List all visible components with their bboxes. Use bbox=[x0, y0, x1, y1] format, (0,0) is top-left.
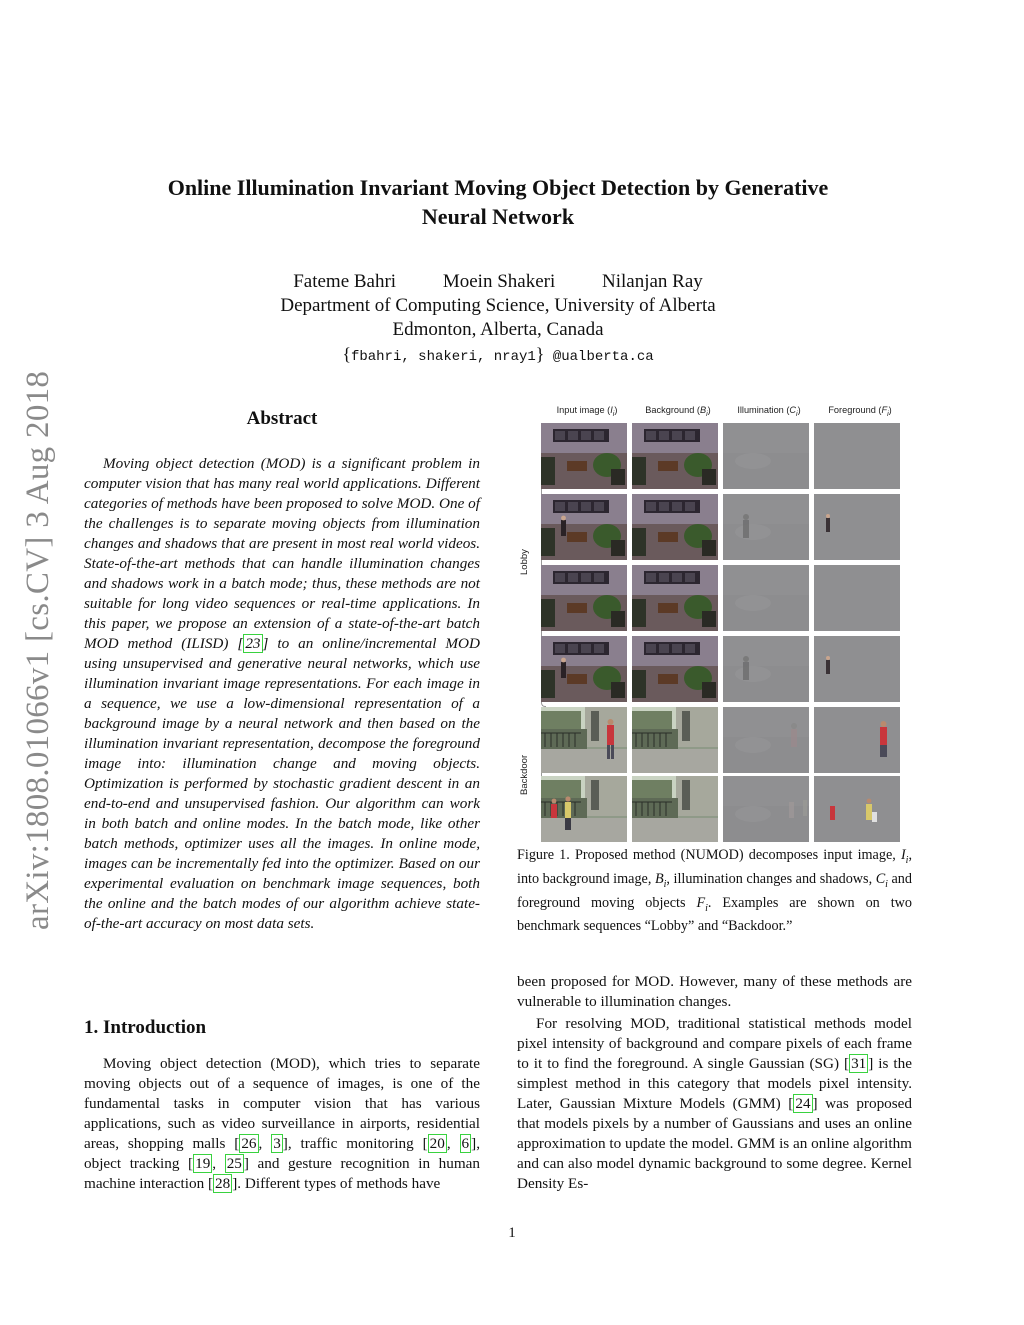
author-3: Nilanjan Ray bbox=[602, 271, 703, 292]
figure-caption: Figure 1. Proposed method (NUMOD) decomposes input image, $I_i$, into background image, $B_i$, illumination changes and shadows, $C_i$ and foreground moving objects $F_i$. Examples are shown on two benchmark sequences “Lobby” and “Backdoor.” bbox=[517, 847, 912, 935]
paper-title: Online Illumination Invariant Moving Object Detection by Generative Neural Network bbox=[167, 175, 829, 229]
row-label-lobby: Lobby bbox=[519, 549, 530, 575]
figure-cell-foreground bbox=[814, 494, 900, 560]
figure-cell-input bbox=[541, 636, 627, 702]
figure-cell-foreground bbox=[814, 565, 900, 631]
author-1: Fateme Bahri bbox=[293, 271, 397, 292]
intro-heading: 1. Introduction bbox=[84, 1017, 207, 1038]
figure-cell-foreground bbox=[814, 636, 900, 702]
figure-cell-background bbox=[632, 423, 718, 489]
right-paragraph-1: been proposed for MOD. However, many of these methods are vulnerable to illumination changes. bbox=[517, 973, 912, 1010]
col-header-background: Background $(B_i)$ bbox=[645, 405, 711, 418]
figure-cell-background bbox=[632, 707, 718, 773]
figure-cell-background bbox=[632, 776, 718, 842]
email-users: fbahri, shakeri, nray1 bbox=[350, 349, 536, 365]
figure-cell-input bbox=[541, 494, 627, 560]
figure-cell-illumination bbox=[723, 776, 809, 842]
figure-cell-illumination bbox=[723, 423, 809, 489]
figure-cell-foreground bbox=[814, 776, 900, 842]
right-column-text bbox=[517, 972, 912, 1196]
row-label-backdoor: Backdoor bbox=[519, 754, 530, 795]
arxiv-stamp[interactable]: arXiv:1808.01066v1 [cs.CV] 3 Aug 2018 bbox=[20, 370, 56, 930]
figure-cell-illumination bbox=[723, 707, 809, 773]
abstract-text: Moving object detection (MOD) is a significant problem in computer vision that has many real world applications. Different categories of methods have been proposed to solve MOD. One of the challenges is to separate moving objects from illumination changes and shadows that are present in most real world videos. State-of-the-art methods that can handle illumination changes and shadows work in a batch mode; thus, these methods are not suitable for long video sequences or real-time applications. In this paper, we propose an extension of a state-of-the-art batch MOD method (ILISD) [ 23 ] to an online/incremental MOD using unsupervised and generative neural networks, which use illumination invariant image representations. For each image in a sequence, we use a low-dimensional representation of a background image by a neural network and then based on the illumination invariant representation, decompose the foreground image into: illumination change and moving objects. Optimization is performed by stochastic gradient descent in an end-to-end and unsupervised fashion. Our algorithm can work in both batch and online modes. In the batch mode, like other batch methods, optimizer uses all the images. In online mode, images can be incrementally fed into the optimizer. Based on our experimental evaluation on benchmark image sequences, both the online and the batch modes of our algorithm achieve state-of-the-art accuracy on most data sets. bbox=[84, 455, 480, 932]
abstract-heading: Abstract bbox=[246, 408, 318, 429]
page-number: 1 bbox=[508, 1225, 516, 1241]
figure-cell-input bbox=[541, 423, 627, 489]
col-header-foreground: Foreground $(F_i)$ bbox=[828, 405, 892, 418]
figure-cell-illumination bbox=[723, 565, 809, 631]
figure-cell-background bbox=[632, 494, 718, 560]
author-block bbox=[150, 270, 846, 342]
figure-1 bbox=[517, 405, 912, 841]
author-2: Moein Shakeri bbox=[442, 271, 556, 292]
figure-cell-input bbox=[541, 776, 627, 842]
col-header-illumination: Illumination $(C_i)$ bbox=[737, 405, 801, 418]
col-header-input: Input image $(I_i)$ bbox=[556, 405, 618, 418]
author-names bbox=[150, 270, 846, 294]
email-domain: @ualberta.ca bbox=[552, 349, 654, 365]
right-paragraph-2: For resolving MOD, traditional statistical methods model pixel intensity of background and compare pixels of each frame to it to find the foreground. A single Gaussian (SG) [ 31 ] is the simplest method in this category that models pixel intensity. Later, Gaussian Mixture Models (GMM) [ 24 ] was proposed that models pixels by a number of Gaussians and uses an online approximation to update the model. GMM is an online algorithm and can also model dynamic background to some degree. Kernel Density Es- bbox=[517, 1015, 913, 1192]
intro-text: Moving object detection (MOD), which tries to separate moving objects out of a sequence of images, is one of the fundamental tasks in computer vision that has various applications, such as video surveillance in airports, residential areas, shopping malls [ 26 , 3 ], traffic monitoring [ 20 , 6 ], object tracking [ 19 , 25 ] and gesture recognition in human machine interaction [ 28 ]. Different types of methods have bbox=[84, 1055, 480, 1192]
figure-cell-input bbox=[541, 565, 627, 631]
figure-cell-background bbox=[632, 565, 718, 631]
author-emails[interactable]: {fbahri, shakeri, nray1} @ualberta.ca bbox=[342, 344, 654, 365]
location: Edmonton, Alberta, Canada bbox=[392, 319, 604, 340]
figure-cell-foreground bbox=[814, 423, 900, 489]
figure-cell-background bbox=[632, 636, 718, 702]
figure-cell-illumination bbox=[723, 494, 809, 560]
affiliation: Department of Computing Science, University of Alberta bbox=[280, 295, 716, 316]
figure-cell-input bbox=[541, 707, 627, 773]
figure-cell-illumination bbox=[723, 636, 809, 702]
figure-cell-foreground bbox=[814, 707, 900, 773]
